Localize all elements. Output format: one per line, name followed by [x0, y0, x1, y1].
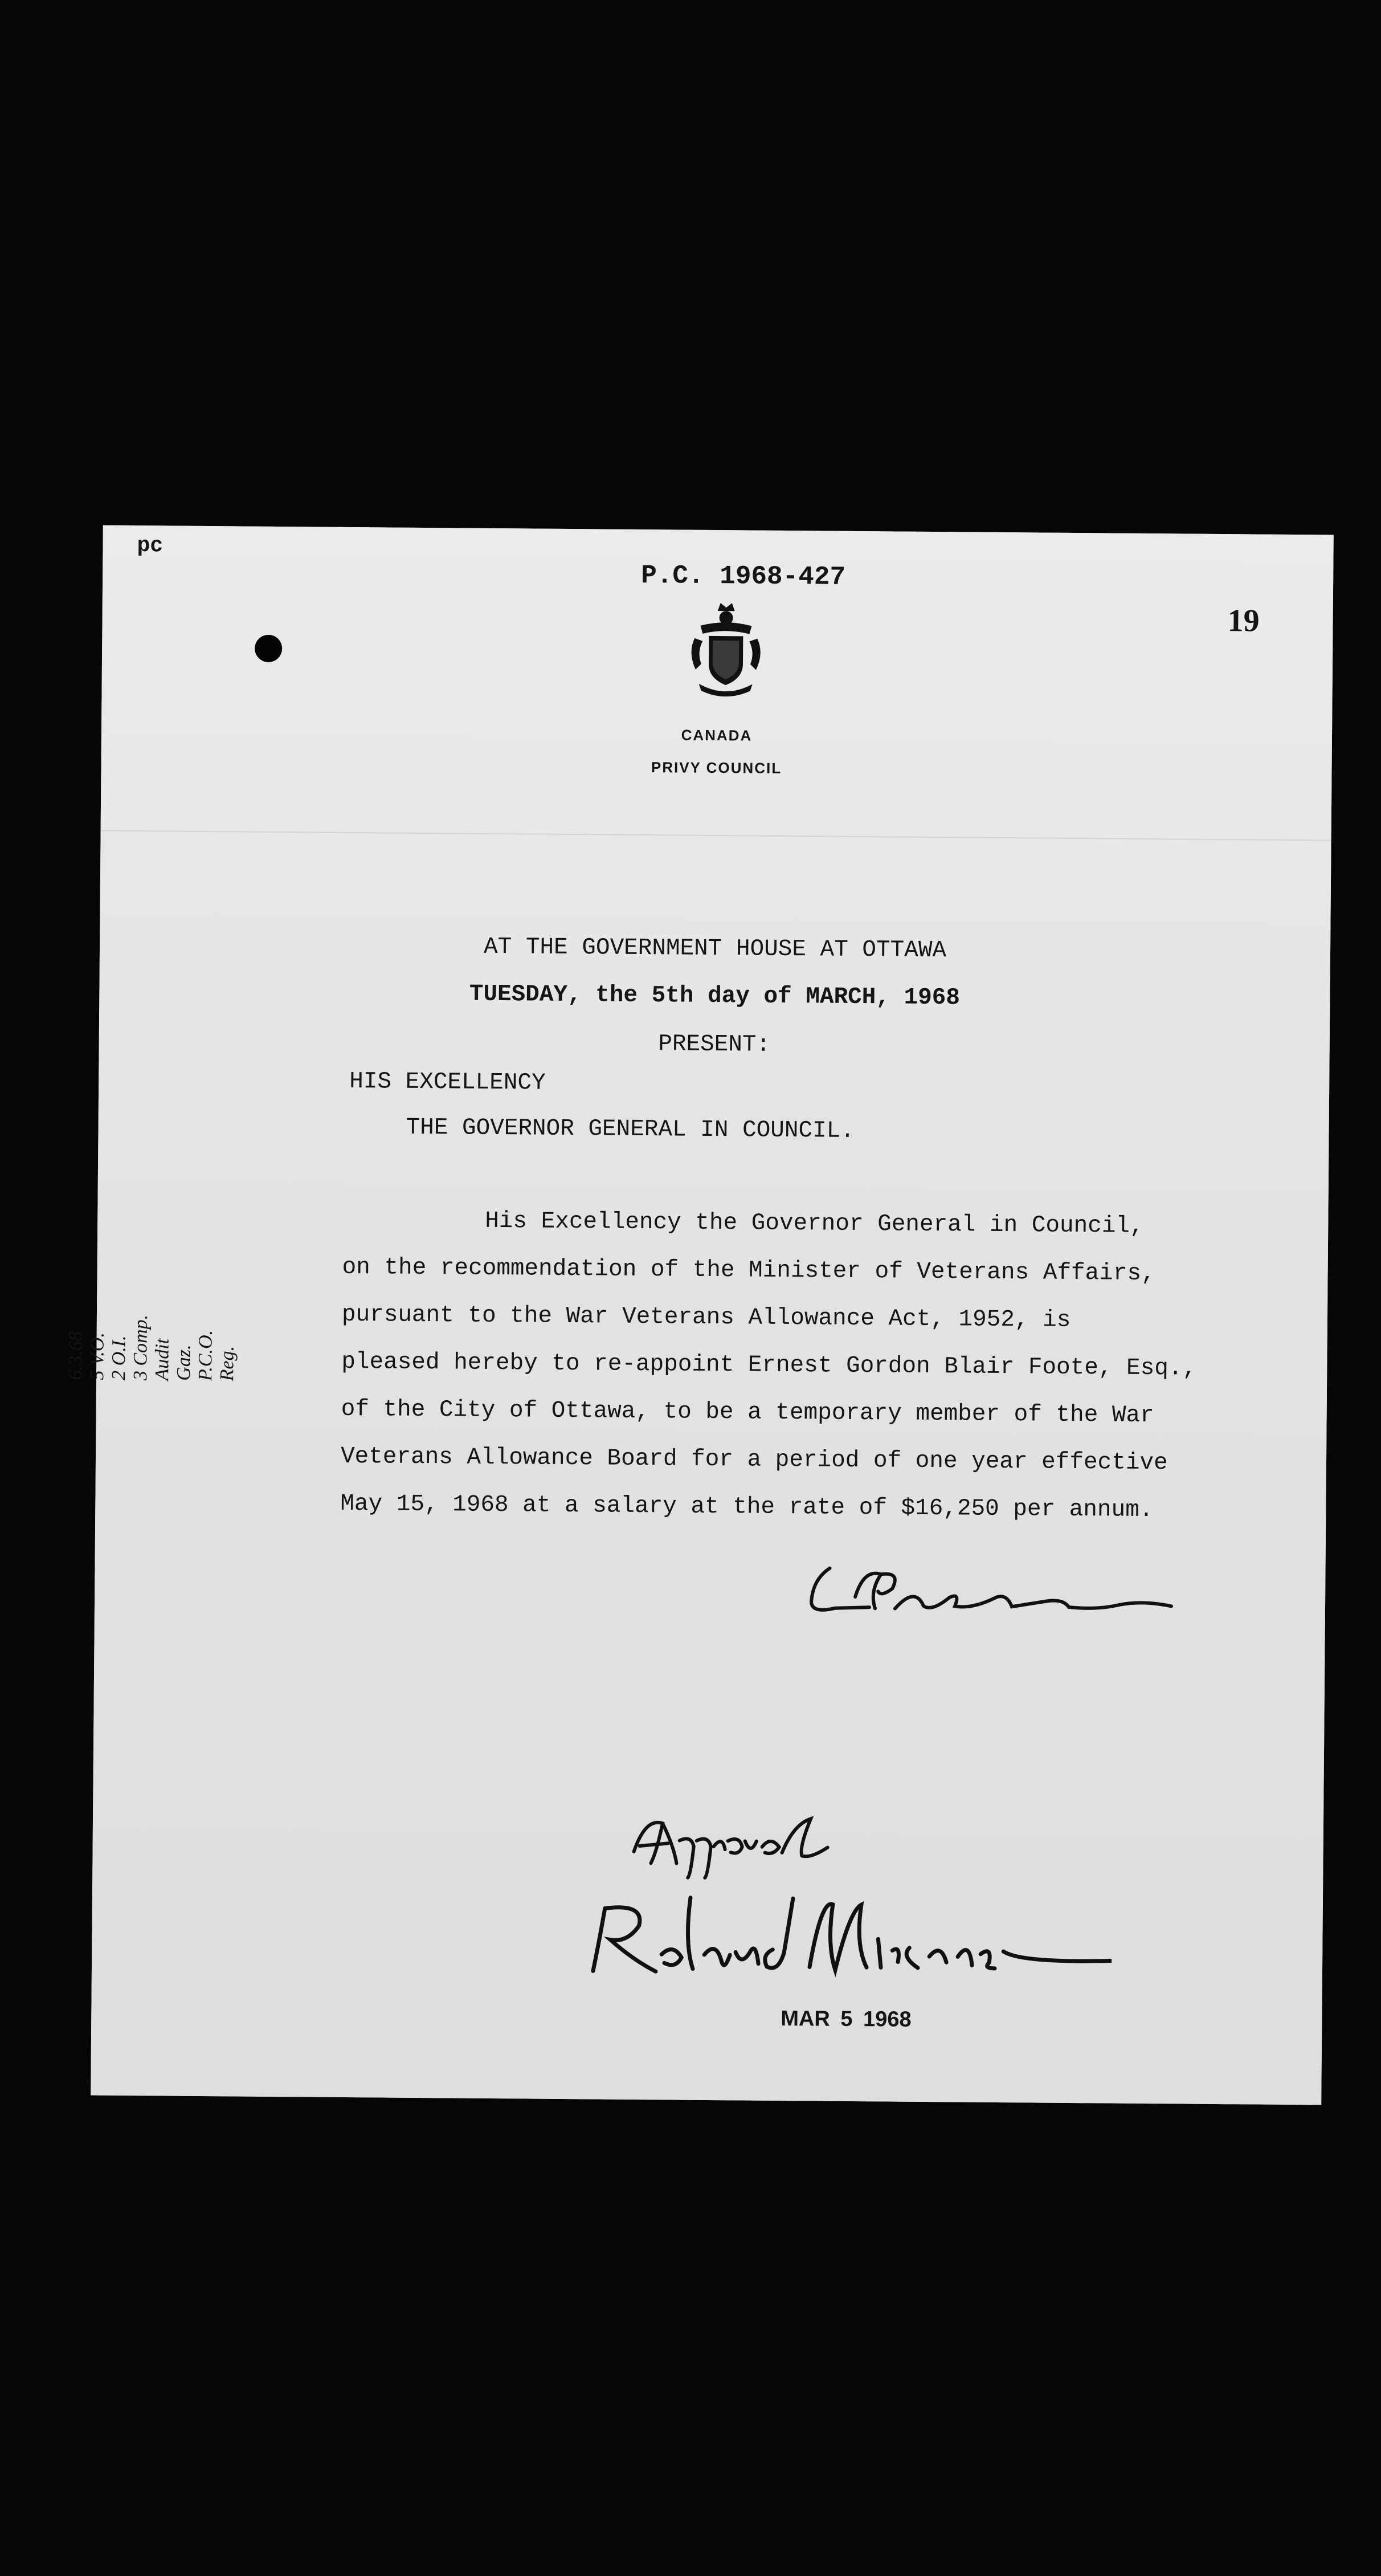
document-page — [65, 525, 1334, 2105]
date-mid: , the 5th day of — [567, 981, 806, 1010]
note-line: Audit — [152, 1338, 173, 1381]
coat-of-arms-icon — [683, 598, 769, 702]
body-line: Veterans Allowance Board for a period of one year effective — [340, 1443, 1168, 1477]
body-line: His Excellency the Governor General in Council, — [485, 1208, 1144, 1240]
date-month: MARCH — [806, 984, 876, 1011]
note-line: 5 V.O. — [87, 1332, 108, 1380]
country-label: CANADA — [681, 726, 753, 744]
fold-line — [101, 830, 1331, 841]
order-number: P.C. 1968-427 — [640, 560, 846, 592]
body-line: of the City of Ottawa, to be a temporary member of the War — [341, 1396, 1154, 1429]
council-label: PRIVY COUNCIL — [651, 759, 782, 777]
body-line: pleased hereby to re-appoint Ernest Gordon Blair Foote, Esq., — [341, 1348, 1197, 1382]
note-line: 3 Comp. — [130, 1314, 152, 1381]
prime-minister-signature — [801, 1556, 1178, 1628]
body-line: on the recommendation of the Minister of Veterans Affairs, — [342, 1254, 1155, 1287]
excellency-label: HIS EXCELLENCY — [349, 1068, 546, 1097]
note-line: Gaz. — [173, 1344, 195, 1381]
governor-general-signature — [582, 1885, 1112, 1992]
governor-label: THE GOVERNOR GENERAL IN COUNCIL. — [406, 1114, 855, 1144]
punch-hole — [255, 635, 282, 662]
date-day: TUESDAY — [469, 981, 568, 1008]
note-line: Reg. — [216, 1346, 238, 1381]
meeting-location: AT THE GOVERNMENT HOUSE AT OTTAWA — [483, 934, 947, 964]
present-label: PRESENT: — [658, 1031, 771, 1058]
page-number: 19 — [1227, 603, 1260, 639]
margin-distribution-note — [65, 1314, 239, 1381]
order-body — [340, 1197, 1198, 1535]
pc-mark: pc — [137, 533, 164, 559]
approved-handwriting — [622, 1812, 839, 1882]
body-line: pursuant to the War Veterans Allowance Act, 1952, is — [341, 1301, 1071, 1334]
date-year: , 1968 — [876, 984, 961, 1012]
note-line: 2 O.I. — [108, 1335, 130, 1380]
body-line: May 15, 1968 at a salary at the rate of $16,250 per annum. — [340, 1490, 1154, 1524]
note-line: 6.3.68 — [65, 1331, 87, 1380]
meeting-date — [99, 979, 1330, 1014]
note-line: P.C.O. — [195, 1330, 216, 1381]
date-stamp: MAR 5 1968 — [781, 2006, 912, 2032]
